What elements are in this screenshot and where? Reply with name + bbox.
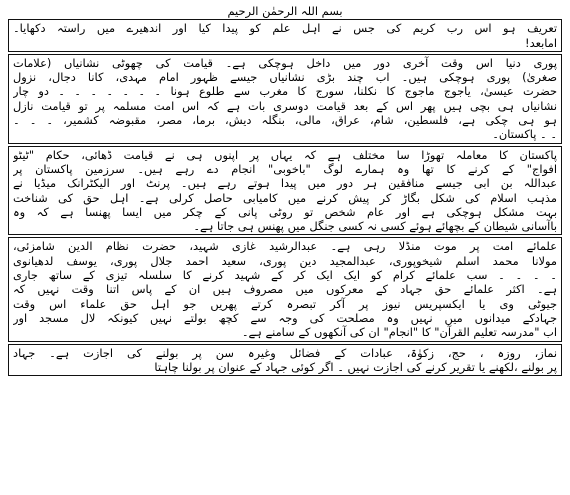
text-line: باآسانی شیطان کے بچھائے ہوئے کسی نہ کسی جنگل میں پھنس ہی جاتا ہے۔ (193, 219, 557, 234)
text-line: ۔ ۔ پاکستان۔ (492, 127, 557, 142)
text-line: پاکستان کا معاملہ تھوڑا سا مختلف ہے کہ یہاں پر اپنوں ہی نے قیامت ڈھائی، حکام "ٹیٹو (13, 147, 557, 162)
text-line: بہت مشکل ہوچکی ہے اور عام شخص تو روٹی پانی کے چکر میں ایسا پھنسا ہے کہ وہ (13, 204, 557, 219)
document-title: بسم اللہ الرحمٰن الرحیم (227, 4, 343, 18)
paragraph-block (8, 237, 562, 341)
text-line: ہو ہی چکی ہے، فلسطین، شام، عراق، مالی، بنگلہ دیش، برما، مصر، مقبوضہ کشمیر، ۔ ۔ ۔ (13, 113, 557, 128)
text-line: افواج" کے کرنے کا تھا وہ ہمارے لوگ "باخوبی" انجام دے رہے ہیں۔ سرزمین پاکستان پر (13, 161, 557, 176)
text-line: جیوٹی وی یا ایکسپریس نیوز پر آکر تبصرہ کرتے پھریں جو اہل حق علماء اس وقت (13, 296, 557, 311)
paragraph-block (8, 344, 562, 377)
text-line: ہے۔ اکثر علمائے حق جہاد کے معرکوں میں مصروف ہیں ان کے پاس اتنا وقت نہیں کہ (13, 282, 557, 297)
text-line: نشانیاں ہی بچی ہیں پھر اس کے بعد قیامت دوسری بات ہے کہ اس امت مسلمہ پر تو قیامت نازل (13, 98, 557, 113)
text-line: مولانا محمد اسلم شیخوپوری، عبدالمجید دین پوری، سعید احمد جلال پوری، یوسف لدھیانوی (13, 253, 557, 268)
text-line: امابعد! (525, 35, 557, 50)
text-line: پوری دنیا اس وقت آخری دور میں داخل ہوچکی ہے۔ قیامت کی چھوٹی نشانیاں (علامات (13, 55, 557, 70)
paragraph-block (8, 54, 562, 144)
text-line: ۔ ۔ ۔ ۔ سب علمائے کرام کو ایک ایک کر کے شہید کرنے کا سلسلہ تیزی کے ساتھ جاری (13, 268, 557, 283)
text-line: مذہب اسلام کی شکل بگاڑ کر پیش کرنے میں کامیابی حاصل کرلی ہے۔ اہل حق کی شناخت (13, 190, 557, 205)
text-line: صغریٰ) پوری ہوچکی ہیں۔ اب چند بڑی نشانیاں جیسے ظہور امام مہدی، کانا دجال، نزول (13, 70, 557, 85)
text-line: نماز، روزہ ، حج، زکوٰۃ، عبادات کے فضائل وغیرہ سن پر بولنے کی اجازت ہے۔ جہاد (13, 345, 557, 360)
text-line: علمائے امت پر موت منڈلا رہی ہے۔ عبدالرشید غازی شہید، حضرت نظام الدین شامزئی، (13, 239, 557, 254)
document-body (8, 19, 562, 376)
paragraph-block (8, 146, 562, 236)
text-line: پر بولنے ،لکھنے یا تقریر کرنے کی اجازت نہیں ۔ اگر کوئی جہاد کے عنوان پر بولنا چاہتا (154, 359, 557, 374)
text-line: اب "مدرسہ تعلیم القرآن" کا "انجام" ان کی آنکھوں کے سامنے ہے۔ (241, 325, 557, 340)
text-line: عبداللہ بن ابی جیسے منافقین ہر دور میں پیدا ہوتے رہے ہیں۔ پرنٹ اور الیکٹرانک میڈیا نے (13, 176, 557, 191)
paragraph-block (8, 19, 562, 52)
text-line: حضرت عیسیٰ، یاجوج ماجوج کا نکلنا، سورج کا مغرب سے طلوع ہونا ۔ ۔ ۔ ۔ ۔ ۔ ۔ دو چار (13, 84, 557, 99)
text-line: جہادکے میدانوں میں نہیں وہ مصلحت کی وجہ سے کچھ بولتے نہیں کیونکہ لال مسجد اور (13, 310, 557, 325)
text-line: تعریف ہو اس رب کریم کی جس نے اہل علم کو پیدا کیا اور اندھیرے میں راستہ دکھایا۔ (13, 21, 557, 36)
